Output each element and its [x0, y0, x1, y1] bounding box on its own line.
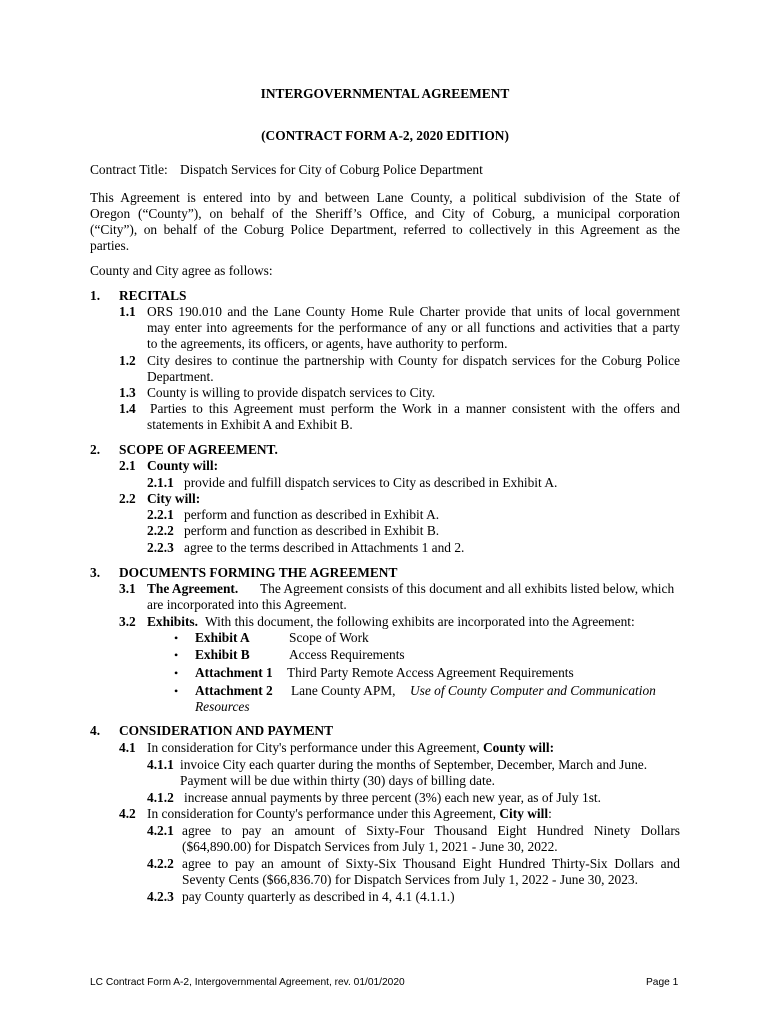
item-1-1-line-1: ORS 190.010 and the Lane County Home Rule Charter provide that units of local government — [147, 304, 680, 319]
item-4-2-2-line-1: agree to pay an amount of Sixty-Six Thousand Eight Hundred Thirty-Six Dollars and — [182, 856, 680, 871]
footer-text: LC Contract Form A-2, Intergovernmental Agreement, rev. 01/01/2020 — [90, 977, 405, 988]
item-2-1-1-number: 2.1.1 — [147, 475, 174, 490]
item-4-2-number: 4.2 — [119, 806, 136, 821]
item-3-1-label: The Agreement. — [147, 581, 239, 596]
item-2-2-3-text: agree to the terms described in Attachments 1 and 2. — [184, 540, 465, 555]
item-4-1-1-number: 4.1.1 — [147, 757, 174, 772]
item-2-2-1-text: perform and function as described in Exhibit A. — [184, 507, 440, 522]
document-title: INTERGOVERNMENTAL AGREEMENT — [260, 86, 510, 101]
item-2-2-2-number: 2.2.2 — [147, 523, 174, 538]
intro-agree: County and City agree as follows: — [90, 263, 273, 278]
item-3-2-line-1: With this document, the following exhibits are incorporated into the Agreement: — [205, 614, 635, 629]
item-1-4-line-2: statements in Exhibit A and Exhibit B. — [147, 417, 353, 432]
item-3-1-number: 3.1 — [119, 581, 136, 596]
attachment-2-italic-line-2: Resources — [195, 699, 250, 714]
item-1-2-line-1: City desires to continue the partnership with County for dispatch services for the Coburg Police — [147, 353, 680, 368]
item-1-1-number: 1.1 — [119, 304, 136, 319]
item-1-1-line-2: may enter into agreements for the performance of any or all functions and activities that a party — [147, 320, 680, 335]
item-4-2-2-line-2: Seventy Cents ($66,836.70) for Dispatch Services from July 1, 2022 - June 30, 2023. — [182, 872, 638, 887]
item-4-2-3-line-1: pay County quarterly as described in 4, 4.1 (4.1.1.) — [182, 889, 455, 904]
section-4-heading: CONSIDERATION AND PAYMENT — [119, 723, 334, 738]
exhibit-b-label: Exhibit B — [195, 647, 250, 662]
item-4-2-line-1 — [147, 806, 552, 822]
item-4-1-number: 4.1 — [119, 740, 136, 755]
intro-line-2: Oregon (“County”), on behalf of the Sheriff’s Office, and City of Coburg, a municipal corporation — [90, 206, 680, 221]
section-2-number: 2. — [90, 442, 101, 457]
item-2-2-number: 2.2 — [119, 491, 136, 506]
attachment-1-text: Third Party Remote Access Agreement Requirements — [287, 665, 574, 680]
item-4-1-1-line-1: invoice City each quarter during the months of September, December, March and June. — [180, 757, 648, 772]
item-2-1-1-text: provide and fulfill dispatch services to City as described in Exhibit A. — [184, 475, 558, 490]
item-1-2-number: 1.2 — [119, 353, 136, 368]
item-2-2-2-text: perform and function as described in Exhibit B. — [184, 523, 440, 538]
document-subtitle: (CONTRACT FORM A-2, 2020 EDITION) — [261, 128, 509, 143]
item-3-2-label: Exhibits. — [147, 614, 198, 629]
bullet-2: • — [174, 648, 179, 662]
exhibit-a-label: Exhibit A — [195, 630, 250, 645]
attachment-2-text: Lane County APM, — [291, 683, 396, 698]
page-number: Page 1 — [646, 977, 679, 988]
item-4-2-1-number: 4.2.1 — [147, 823, 174, 838]
item-4-1-text: In consideration for City's performance under this Agreement, — [147, 740, 480, 755]
section-3-number: 3. — [90, 565, 101, 580]
item-3-1-line-2: are incorporated into this Agreement. — [147, 597, 347, 612]
item-4-1-bold: County will: — [482, 740, 555, 755]
intro-line-4: parties. — [90, 238, 130, 253]
item-1-4-line-1: Parties to this Agreement must perform the Work in a manner consistent with the offers and — [150, 401, 680, 416]
item-2-2-3-number: 2.2.3 — [147, 540, 174, 555]
exhibit-b-text: Access Requirements — [289, 647, 405, 662]
item-4-1-2-line-1: increase annual payments by three percent (3%) each new year, as of July 1st. — [184, 790, 602, 805]
section-1-heading: RECITALS — [119, 288, 187, 303]
item-4-2-text: In consideration for County's performance under this Agreement, — [147, 806, 496, 821]
item-4-1-line-1 — [147, 740, 554, 756]
item-4-1-1-line-2: Payment will be due within thirty (30) days of billing date. — [180, 773, 496, 788]
item-1-4-number: 1.4 — [119, 401, 136, 416]
item-2-2-label: City will: — [147, 491, 201, 506]
item-2-1-number: 2.1 — [119, 458, 136, 473]
section-3-heading: DOCUMENTS FORMING THE AGREEMENT — [119, 565, 398, 580]
item-1-3-number: 1.3 — [119, 385, 136, 400]
attachment-2-italic-line-1: Use of County Computer and Communication — [410, 683, 656, 698]
item-3-1-line-1: The Agreement consists of this document and all exhibits listed below, which — [260, 581, 675, 596]
bullet-3: • — [174, 666, 179, 680]
item-2-2-1-number: 2.2.1 — [147, 507, 174, 522]
attachment-2-label: Attachment 2 — [195, 683, 273, 698]
intro-line-3: (“City”), on behalf of the Coburg Police Department, referred to collectively in this Agreement as the — [90, 222, 680, 237]
section-2-heading: SCOPE OF AGREEMENT. — [119, 442, 278, 457]
intro-line-1: This Agreement is entered into by and between Lane County, a political subdivision of the State of — [90, 190, 680, 205]
item-1-3-line-1: County is willing to provide dispatch services to City. — [147, 385, 436, 400]
attachment-1-label: Attachment 1 — [195, 665, 273, 680]
item-4-2-tail: : — [548, 806, 552, 821]
item-4-2-3-number: 4.2.3 — [147, 889, 174, 904]
item-4-2-bold: City will — [499, 806, 549, 821]
section-4-number: 4. — [90, 723, 101, 738]
section-1-number: 1. — [90, 288, 101, 303]
item-1-1-line-3: to the agreements, its officers, or agents, have authority to perform. — [147, 336, 508, 351]
contract-title-value: Dispatch Services for City of Coburg Police Department — [180, 162, 483, 177]
exhibit-a-text: Scope of Work — [289, 630, 369, 645]
item-4-2-1-line-1: agree to pay an amount of Sixty-Four Thousand Eight Hundred Ninety Dollars — [182, 823, 680, 838]
item-3-2-number: 3.2 — [119, 614, 136, 629]
contract-title-label: Contract Title: — [90, 162, 168, 177]
bullet-4: • — [174, 684, 179, 698]
item-1-2-line-2: Department. — [147, 369, 214, 384]
item-4-2-1-line-2: ($64,890.00) for Dispatch Services from July 1, 2021 - June 30, 2022. — [182, 839, 558, 854]
bullet-1: • — [174, 631, 179, 645]
item-2-1-label: County will: — [147, 458, 219, 473]
item-4-1-2-number: 4.1.2 — [147, 790, 174, 805]
item-4-2-2-number: 4.2.2 — [147, 856, 174, 871]
